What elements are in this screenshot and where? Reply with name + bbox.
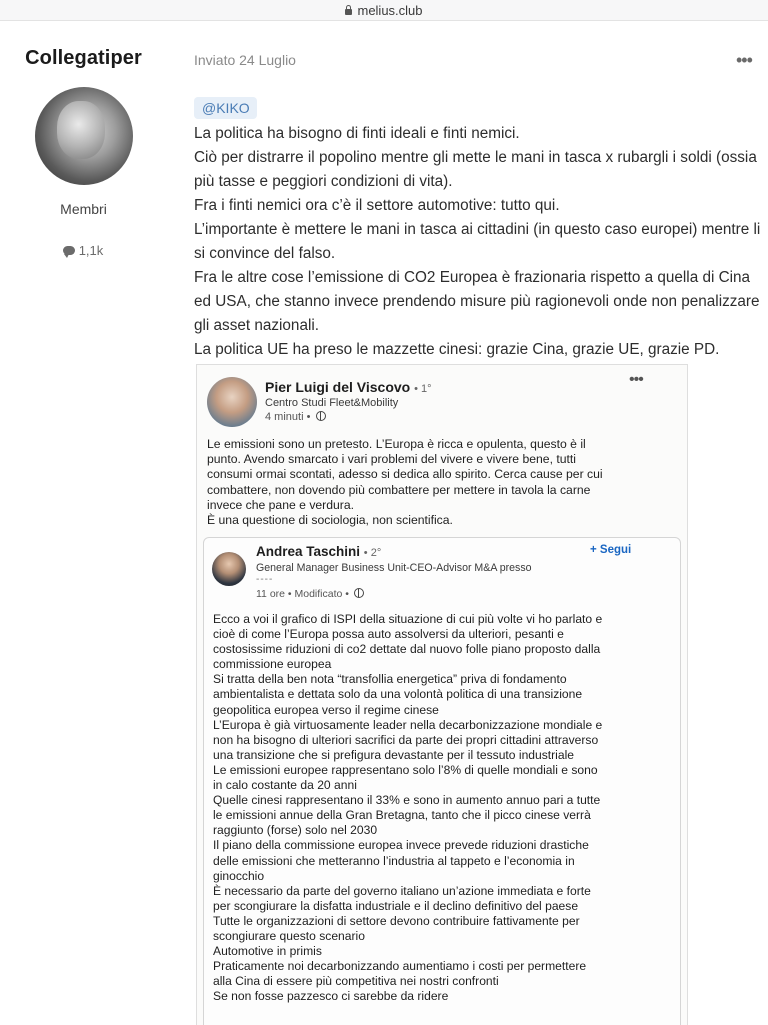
post-paragraph: L’importante è mettere le mani in tasca ai cittadini (in questo caso europei) mentre li si convince del falso. [194, 221, 761, 262]
screenshot-text-line: punto. Avendo smarcato i vari problemi del vivere e vivere bene, tutti [207, 452, 576, 467]
shared-text-line: per scongiurare la disfatta industriale e il declino definitivo del paese [213, 898, 579, 913]
shared-text-line: alla Cina di essere più competitiva nei nostri confronti [213, 974, 499, 989]
shared-author-avatar [212, 552, 246, 586]
globe-icon [316, 411, 326, 421]
shared-text-line: delle emissioni che metteranno l’industria al tappeto e l’economia in [213, 853, 575, 868]
shared-text-line: cioè di come l’Europa possa auto assolversi da ulteriori, pesanti e [213, 627, 564, 642]
shared-text-line: in calo costante da 20 anni [213, 778, 357, 793]
connection-degree: • 1° [414, 383, 432, 395]
shared-text-line: non ha bisogno di ulteriori sacrifici da parte dei propri cittadini attraverso [213, 732, 599, 747]
shared-text-line: L’Europa è già virtuosamente leader nella decarbonizzazione mondiale e [213, 717, 603, 732]
comment-bubble-icon [63, 246, 75, 255]
shared-text-line: Le emissioni europee rappresentano solo l’8% di quelle mondiali e sono [213, 762, 598, 777]
post-count-value: 1,1k [78, 243, 104, 258]
shared-post-time-text: 11 ore • Modificato • [256, 588, 349, 600]
shared-text-line: geopolitica europea verso il regime cinese [213, 702, 439, 717]
screenshot-more-icon: ••• [629, 371, 643, 388]
browser-address-bar[interactable] [0, 0, 768, 21]
post-date[interactable]: Inviato 24 Luglio [194, 52, 296, 68]
avatar[interactable] [35, 87, 133, 185]
embedded-linkedin-screenshot[interactable] [196, 364, 688, 1025]
shared-text-line: Il piano della commissione europea invece prevede riduzioni drastiche [213, 838, 589, 853]
shared-text-line: le emissioni annue della Gran Bretagna, tanto che il picco cinese verrà [213, 808, 591, 823]
screenshot-author-subtitle: Centro Studi Fleet&Mobility [265, 397, 399, 409]
author-name[interactable]: Collegatiper [25, 47, 142, 69]
shared-text-line: Ecco a voi il grafico di ISPI della situazione di cui più volte vi ho parlato e [213, 612, 603, 626]
url-text[interactable]: melius.club [357, 2, 423, 18]
shared-text-line: una transizione che si prefigura devastante per il tessuto industriale [213, 747, 575, 762]
shared-text-line: ginocchio [213, 868, 265, 883]
shared-text-line: Automotive in primis [213, 944, 322, 959]
screenshot-text-line: Le emissioni sono un pretesto. L’Europa è ricca e opulenta, questo è il [207, 437, 586, 451]
shared-text-line: Se non fosse pazzesco ci sarebbe da ridere [213, 989, 449, 1004]
shared-post-card [203, 537, 681, 1025]
shared-text-line: È necessario da parte del governo italiano un’azione immediata e forte [213, 883, 591, 898]
author-panel [0, 40, 168, 258]
shared-post-time [256, 588, 364, 600]
screenshot-post-time-text: 4 minuti • [265, 411, 311, 423]
author-role: Membri [60, 201, 107, 217]
shared-text-line: raggiunto (forse) solo nel 2030 [213, 823, 378, 838]
shared-author-name [256, 544, 381, 559]
post-body [194, 122, 764, 362]
shared-text-line: Quelle cinesi rappresentano il 33% e sono in aumento annuo pari a tutte [213, 793, 601, 808]
screenshot-text-line: combattere, non dovendo più combattere per mettere in tavola la carne [207, 482, 591, 497]
shared-text-line: scongiurare questo scenario [213, 928, 365, 943]
shared-connection-degree: • 2° [363, 547, 382, 559]
shared-post-text [213, 612, 675, 1004]
shared-author-dash: ---- [256, 574, 274, 585]
screenshot-text-line: consumi ormai scontati, adesso si dedica allo spirito. Cerca cause per cui [207, 467, 603, 482]
post-paragraph: Fra le altre cose l’emissione di CO2 Europea è frazionaria rispetto a quella di Cina ed USA, che stanno invece prendendo misure più ragionevoli onde non penalizzare gli asset nazionali. [194, 269, 760, 334]
lock-icon [345, 9, 352, 15]
post-paragraph: La politica ha bisogno di finti ideali e finti nemici. [194, 125, 520, 142]
shared-text-line: costosissime riduzioni di co2 dettate dal nuovo folle piano proposto dalla [213, 642, 601, 657]
screenshot-text-line: invece che pane e verdura. [207, 497, 355, 512]
post-count [0, 243, 168, 258]
screenshot-text-line: È una questione di sociologia, non scientifica. [207, 513, 453, 528]
screenshot-post-time [265, 411, 326, 423]
post-paragraph: Fra i finti nemici ora c’è il settore automotive: tutto qui. [194, 197, 560, 214]
screenshot-post-text [207, 437, 677, 528]
screenshot-author-avatar [207, 377, 257, 427]
shared-author-name-text: Andrea Taschini [256, 544, 361, 559]
mention-link[interactable]: @KIKO [194, 97, 257, 119]
post-paragraph: La politica UE ha preso le mazzette cinesi: grazie Cina, grazie UE, grazie PD. [194, 341, 720, 358]
screenshot-author-name [265, 379, 432, 395]
shared-text-line: commissione europea [213, 657, 332, 672]
post-paragraph: Ciò per distrarre il popolino mentre gli mette le mani in tasca x rubargli i soldi (ossia più tasse e peggiori condizioni di vita). [194, 149, 757, 190]
shared-text-line: Si tratta della ben nota “transfollia energetica” priva di fondamento [213, 672, 567, 687]
more-options-button[interactable]: ••• [736, 50, 752, 70]
screenshot-author-name-text: Pier Luigi del Viscovo [265, 379, 411, 395]
follow-label: + Segui [590, 544, 632, 556]
shared-text-line: Tutte le organizzazioni di settore devono contribuire fattivamente per [213, 913, 580, 928]
shared-text-line: Praticamente noi decarbonizzando aumentiamo i costi per permettere [213, 959, 587, 974]
shared-author-subtitle: General Manager Business Unit-CEO-Advisor M&A presso [256, 562, 532, 574]
globe-icon [354, 588, 364, 598]
shared-text-line: ambientalista e dettata solo da una volontà politica di una transizione [213, 687, 583, 702]
